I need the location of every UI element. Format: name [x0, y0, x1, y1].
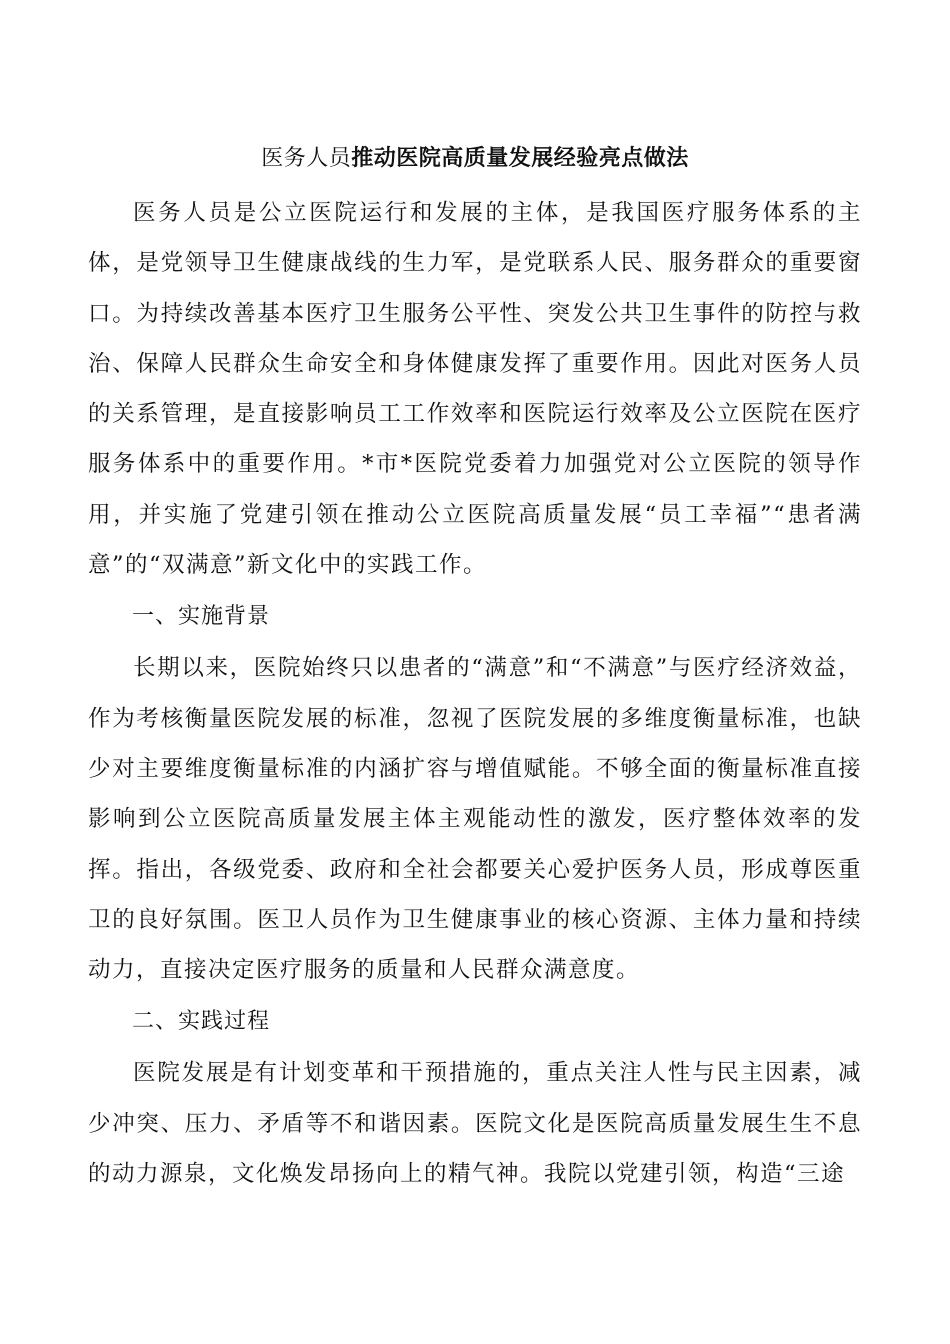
paragraph-practice: 医院发展是有计划变革和干预措施的，重点关注人性与民主因素，减少冲突、压力、矛盾等不和谐因素。医院文化是医院高质量发展生生不息的动力源泉，文化焕发昂扬向上的精气神。我院以党建引领，构造“三途	[88, 1060, 862, 1188]
paragraph-intro: 医务人员是公立医院运行和发展的主体，是我国医疗服务体系的主体，是党领导卫生健康战线的生力军，是党联系人民、服务群众的重要窗口。为持续改善基本医疗卫生服务公平性、突发公共卫生事件的防控与救治、保障人民群众生命安全和身体健康发挥了重要作用。因此对医务人员的关系管理，是直接影响员工工作效率和医院运行效率及公立医院在医疗服务体系中的重要作用。*市*医院党委着力加强党对公立医院的领导作用，并实施了党建引领在推动公立医院高质量发展“员工幸福”“患者满意”的“双满意”新文化中的实践工作。	[88, 200, 862, 579]
title-normal-part: 医务人员	[261, 146, 352, 171]
section-heading-practice: 二、实践过程	[132, 1009, 271, 1035]
section-heading-background: 一、实施背景	[132, 604, 271, 630]
document-body	[88, 188, 862, 1199]
paragraph-background: 长期以来，医院始终只以患者的“满意”和“不满意”与医疗经济效益，作为考核衡量医院发展的标准，忽视了医院发展的多维度衡量标准，也缺少对主要维度衡量标准的内涵扩容与增值赋能。不够全面的衡量标准直接影响到公立医院高质量发展主体主观能动性的激发，医疗整体效率的发挥。指出，各级党委、政府和全社会都要关心爱护医务人员，形成尊医重卫的良好氛围。医卫人员作为卫生健康事业的核心资源、主体力量和持续动力，直接决定医疗服务的质量和人民群众满意度。	[88, 655, 862, 984]
title-bold-part: 推动医院高质量发展经验亮点做法	[351, 145, 689, 171]
document-title	[88, 140, 862, 177]
